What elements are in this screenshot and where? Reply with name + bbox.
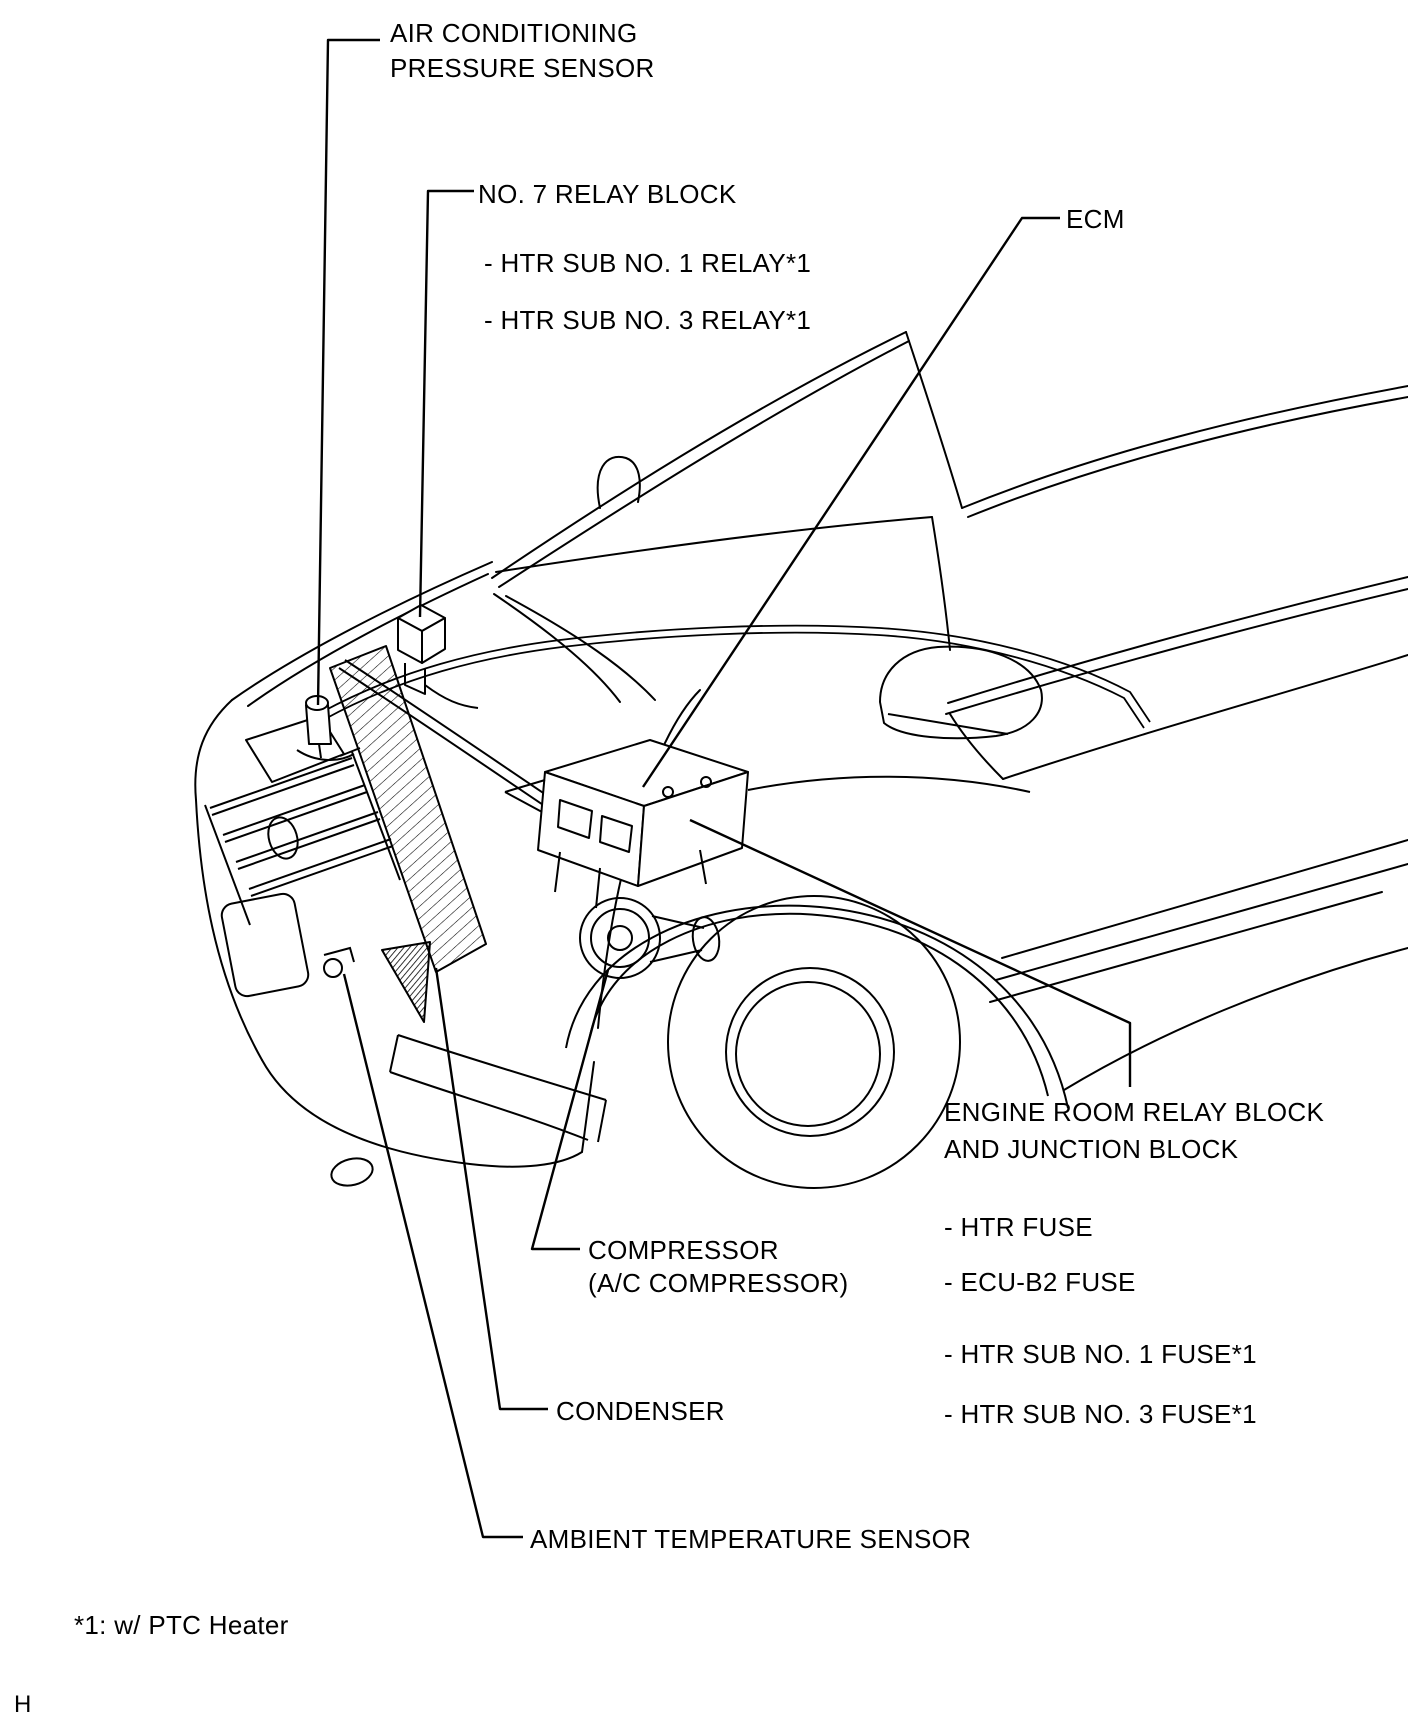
fog-lamp (328, 1154, 375, 1189)
label-htr-sub-no3-relay: - HTR SUB NO. 3 RELAY*1 (484, 305, 812, 335)
leader-compressor (532, 970, 608, 1249)
label-condenser: CONDENSER (556, 1396, 725, 1426)
label-ac-pressure-sensor (390, 16, 655, 86)
label-line: (A/C COMPRESSOR) (588, 1268, 849, 1298)
license-plate-recess (220, 892, 311, 998)
label-line: COMPRESSOR (588, 1235, 779, 1265)
label-line: ENGINE ROOM RELAY BLOCK (944, 1097, 1325, 1127)
label-ecm: ECM (1066, 204, 1125, 234)
label-line: AND JUNCTION BLOCK (944, 1134, 1239, 1164)
label-no7-relay-block: NO. 7 RELAY BLOCK (478, 179, 737, 209)
leader-ac-pressure-sensor (318, 40, 380, 705)
label-htr-sub-no1-relay: - HTR SUB NO. 1 RELAY*1 (484, 248, 812, 278)
leader-condenser (436, 968, 548, 1409)
ac-pipes (322, 626, 1150, 728)
label-line: PRESSURE SENSOR (390, 53, 655, 83)
label-engine-room-block (944, 1094, 1324, 1168)
label-htr-sub-no3-fuse: - HTR SUB NO. 3 FUSE*1 (944, 1399, 1257, 1429)
page-marker: H (14, 1691, 32, 1718)
label-ecu-b2-fuse: - ECU-B2 FUSE (944, 1267, 1136, 1297)
label-htr-sub-no1-fuse: - HTR SUB NO. 1 FUSE*1 (944, 1339, 1257, 1369)
leader-engine-room-block (690, 820, 1130, 1087)
label-compressor (588, 1234, 848, 1300)
leader-ambient-temp-sensor (344, 974, 523, 1537)
leader-no7-relay-block (420, 191, 474, 617)
label-ambient-temp-sensor: AMBIENT TEMPERATURE SENSOR (530, 1524, 972, 1554)
footnote-ptc-heater: *1: w/ PTC Heater (74, 1610, 289, 1640)
label-htr-fuse: - HTR FUSE (944, 1212, 1093, 1242)
ecm-part (505, 740, 1030, 908)
ambient-temp-sensor-part (324, 948, 354, 977)
label-line: AIR CONDITIONING (390, 18, 638, 48)
